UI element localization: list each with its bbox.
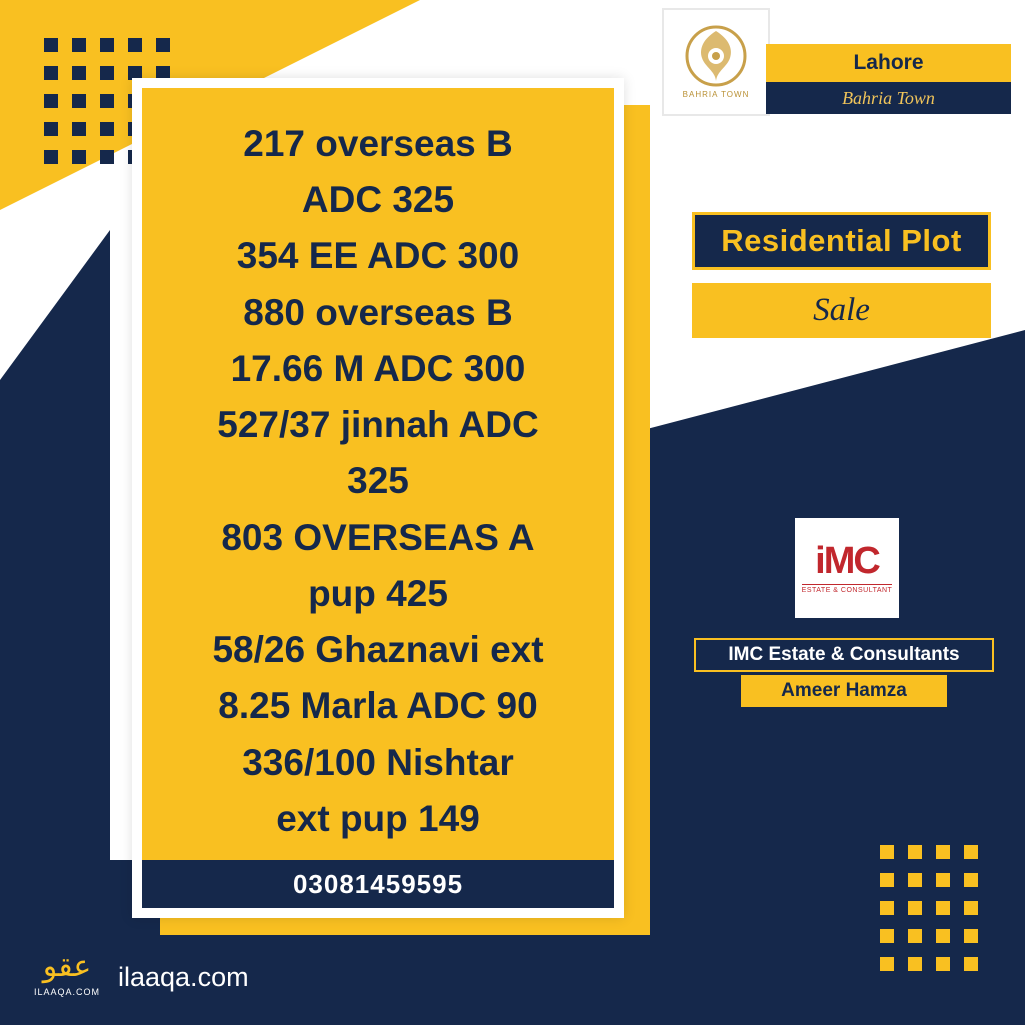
listing-line: ADC 325 (301, 179, 455, 221)
contact-phone-number: 03081459595 (292, 868, 464, 899)
agency-name-label: IMC Estate & Consultants (728, 644, 960, 665)
ilaaqa-logo (28, 935, 106, 997)
listing-line: 527/37 jinnah ADC (217, 404, 539, 446)
bahria-town-logo-caption: BAHRIA TOWN (682, 90, 750, 99)
property-type-box (692, 212, 991, 270)
agency-logo-subtitle: ESTATE & CONSULTANT (802, 584, 893, 594)
listing-line: 803 OVERSEAS A (221, 516, 535, 558)
society-label: Bahria Town (766, 82, 1011, 114)
ilaaqa-logo-icon: عقو (42, 949, 92, 984)
listing-line: 217 overseas B (243, 123, 513, 164)
transaction-type-label: Sale (813, 292, 870, 328)
agency-logo-box (795, 518, 899, 618)
contact-phone-bar[interactable] (142, 860, 614, 908)
listing-line: 336/100 Nishtar (242, 741, 514, 783)
listing-line: 58/26 Ghaznavi ext (212, 629, 544, 671)
listing-card (132, 78, 624, 918)
listing-line: 880 overseas B (243, 291, 513, 333)
dot-grid-bottom-right (880, 845, 978, 971)
ilaaqa-logo-caption: ILAAQA.COM (33, 987, 100, 997)
bahria-town-emblem-icon (685, 25, 747, 87)
property-type-label: Residential Plot (721, 223, 962, 258)
listing-line: 325 (347, 460, 409, 502)
listing-line: 17.66 M ADC 300 (230, 347, 526, 389)
listing-lines (156, 116, 600, 908)
listing-line: 354 EE ADC 300 (236, 235, 520, 277)
bahria-town-logo-box (662, 8, 770, 116)
agency-name-bar (694, 638, 994, 672)
city-label: Lahore (766, 44, 1011, 82)
listing-card-inner (142, 88, 614, 908)
imc-logo-icon: iMC (815, 540, 879, 582)
listing-line: ext pup 149 (276, 797, 480, 839)
agent-name-bar (741, 675, 947, 707)
website-url[interactable]: ilaaqa.com (118, 962, 249, 992)
listing-line: 8.25 Marla ADC 90 (218, 685, 538, 727)
agent-name-label: Ameer Hamza (781, 680, 907, 701)
listing-line: pup 425 (308, 572, 448, 614)
transaction-type-box (692, 283, 991, 338)
